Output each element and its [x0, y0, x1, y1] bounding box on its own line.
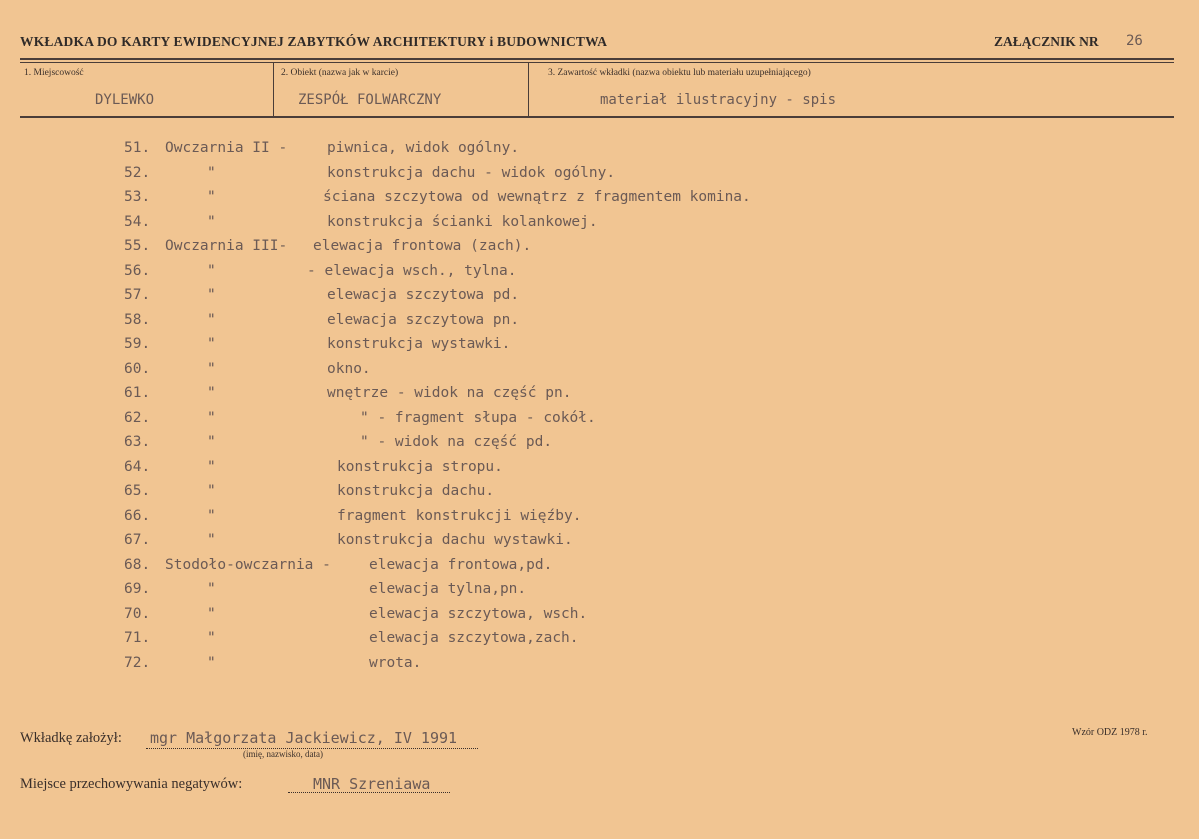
entry-object: " [207, 409, 216, 426]
entry-number: 71. [124, 630, 151, 646]
author-hint: (imię, nazwisko, data) [243, 749, 323, 759]
entry-number: 57. [124, 287, 151, 303]
card-title: WKŁADKA DO KARTY EWIDENCYJNEJ ZABYTKÓW ARCHITEKTURY i BUDOWNICTWA [20, 34, 608, 49]
entry-number: 63. [124, 434, 151, 450]
entry-object: " [207, 189, 216, 205]
fields-bottom-rule [20, 116, 1174, 118]
entry-number: 54. [124, 213, 151, 230]
author-value: mgr Małgorzata Jackiewicz, IV 1991 [150, 729, 458, 747]
content-label: 3. Zawartość wkładki (nazwa obiektu lub materiału uzupełniającego) [548, 68, 811, 78]
entry-object: " [207, 385, 216, 401]
author-label: Wkładkę założył: [20, 730, 122, 746]
object-value: ZESPÓŁ FOLWARCZNY [298, 92, 442, 108]
entry-description: konstrukcja ścianki kolankowej. [327, 213, 598, 230]
entry-description: ściana szczytowa od wewnątrz z fragmentem komina. [323, 189, 751, 205]
entry-number: 52. [124, 164, 151, 181]
entry-description: elewacja frontowa (zach). [313, 238, 532, 254]
entry-object: " [207, 360, 216, 377]
entry-description: okno. [327, 360, 371, 377]
place-value: DYLEWKO [95, 92, 155, 108]
header-rule-thin [20, 62, 1174, 63]
entry-object: " [207, 213, 216, 230]
entry-object: " [207, 483, 216, 499]
entry-description: wrota. [369, 654, 422, 671]
field-divider [528, 63, 529, 116]
entry-number: 67. [124, 532, 151, 548]
entry-object: " [207, 630, 216, 646]
entry-number: 68. [124, 556, 151, 573]
entry-description: " - widok na część pd. [360, 434, 553, 450]
entry-description: konstrukcja dachu - widok ogólny. [327, 164, 616, 181]
content-value: materiał ilustracyjny - spis [600, 92, 837, 108]
entry-object: " [207, 336, 216, 352]
entry-object: Owczarnia III- [165, 238, 288, 254]
entry-object: " [207, 605, 216, 622]
entry-number: 66. [124, 507, 151, 524]
entry-number: 60. [124, 360, 151, 377]
storage-value: MNR Szreniawa [313, 775, 431, 793]
storage-label: Miejsce przechowywania negatywów: [20, 776, 243, 792]
entry-description: fragment konstrukcji więźby. [337, 507, 582, 524]
entry-description: konstrukcja stropu. [337, 458, 503, 475]
object-label: 2. Obiekt (nazwa jak w karcie) [281, 68, 399, 78]
entry-description: piwnica, widok ogólny. [327, 140, 520, 156]
entry-object: " [207, 581, 216, 597]
entry-object: " [207, 458, 216, 475]
entry-description: konstrukcja wystawki. [327, 336, 511, 352]
entry-number: 72. [124, 654, 151, 671]
entry-number: 55. [124, 238, 151, 254]
entry-description: elewacja szczytowa,zach. [369, 630, 579, 646]
entry-number: 58. [124, 311, 151, 328]
entry-object: " [207, 654, 216, 671]
header-rule [20, 58, 1174, 60]
entry-description: elewacja szczytowa pn. [327, 311, 520, 328]
entry-object: " [207, 311, 216, 328]
entry-description: - elewacja wsch., tylna. [307, 262, 517, 279]
entry-number: 61. [124, 385, 151, 401]
entry-object: " [207, 262, 216, 279]
entry-description: konstrukcja dachu wystawki. [337, 532, 573, 548]
entry-object: " [207, 164, 216, 181]
entry-number: 59. [124, 336, 151, 352]
entry-description: elewacja szczytowa, wsch. [369, 605, 588, 622]
entry-number: 65. [124, 483, 151, 499]
entry-description: elewacja tylna,pn. [369, 581, 527, 597]
entry-number: 64. [124, 458, 151, 475]
entry-object: " [207, 287, 216, 303]
entry-description: " - fragment słupa - cokół. [360, 409, 596, 426]
place-label: 1. Miejscowość [24, 68, 84, 78]
entry-number: 62. [124, 409, 151, 426]
entry-description: wnętrze - widok na część pn. [327, 385, 572, 401]
entry-description: konstrukcja dachu. [337, 483, 495, 499]
entry-number: 69. [124, 581, 151, 597]
entry-number: 51. [124, 140, 151, 156]
entry-description: elewacja szczytowa pd. [327, 287, 520, 303]
field-divider [273, 63, 274, 116]
annex-number: 26 [1126, 33, 1143, 49]
entry-description: elewacja frontowa,pd. [369, 556, 553, 573]
entry-object: " [207, 532, 216, 548]
entry-number: 70. [124, 605, 151, 622]
form-code: Wzór ODZ 1978 r. [1072, 727, 1148, 738]
entry-object: Stodoło-owczarnia - [165, 556, 331, 573]
entry-object: " [207, 507, 216, 524]
entry-number: 53. [124, 189, 151, 205]
entry-object: Owczarnia II - [165, 140, 288, 156]
annex-label: ZAŁĄCZNIK NR [994, 34, 1099, 49]
entry-number: 56. [124, 262, 151, 279]
entry-object: " [207, 434, 216, 450]
